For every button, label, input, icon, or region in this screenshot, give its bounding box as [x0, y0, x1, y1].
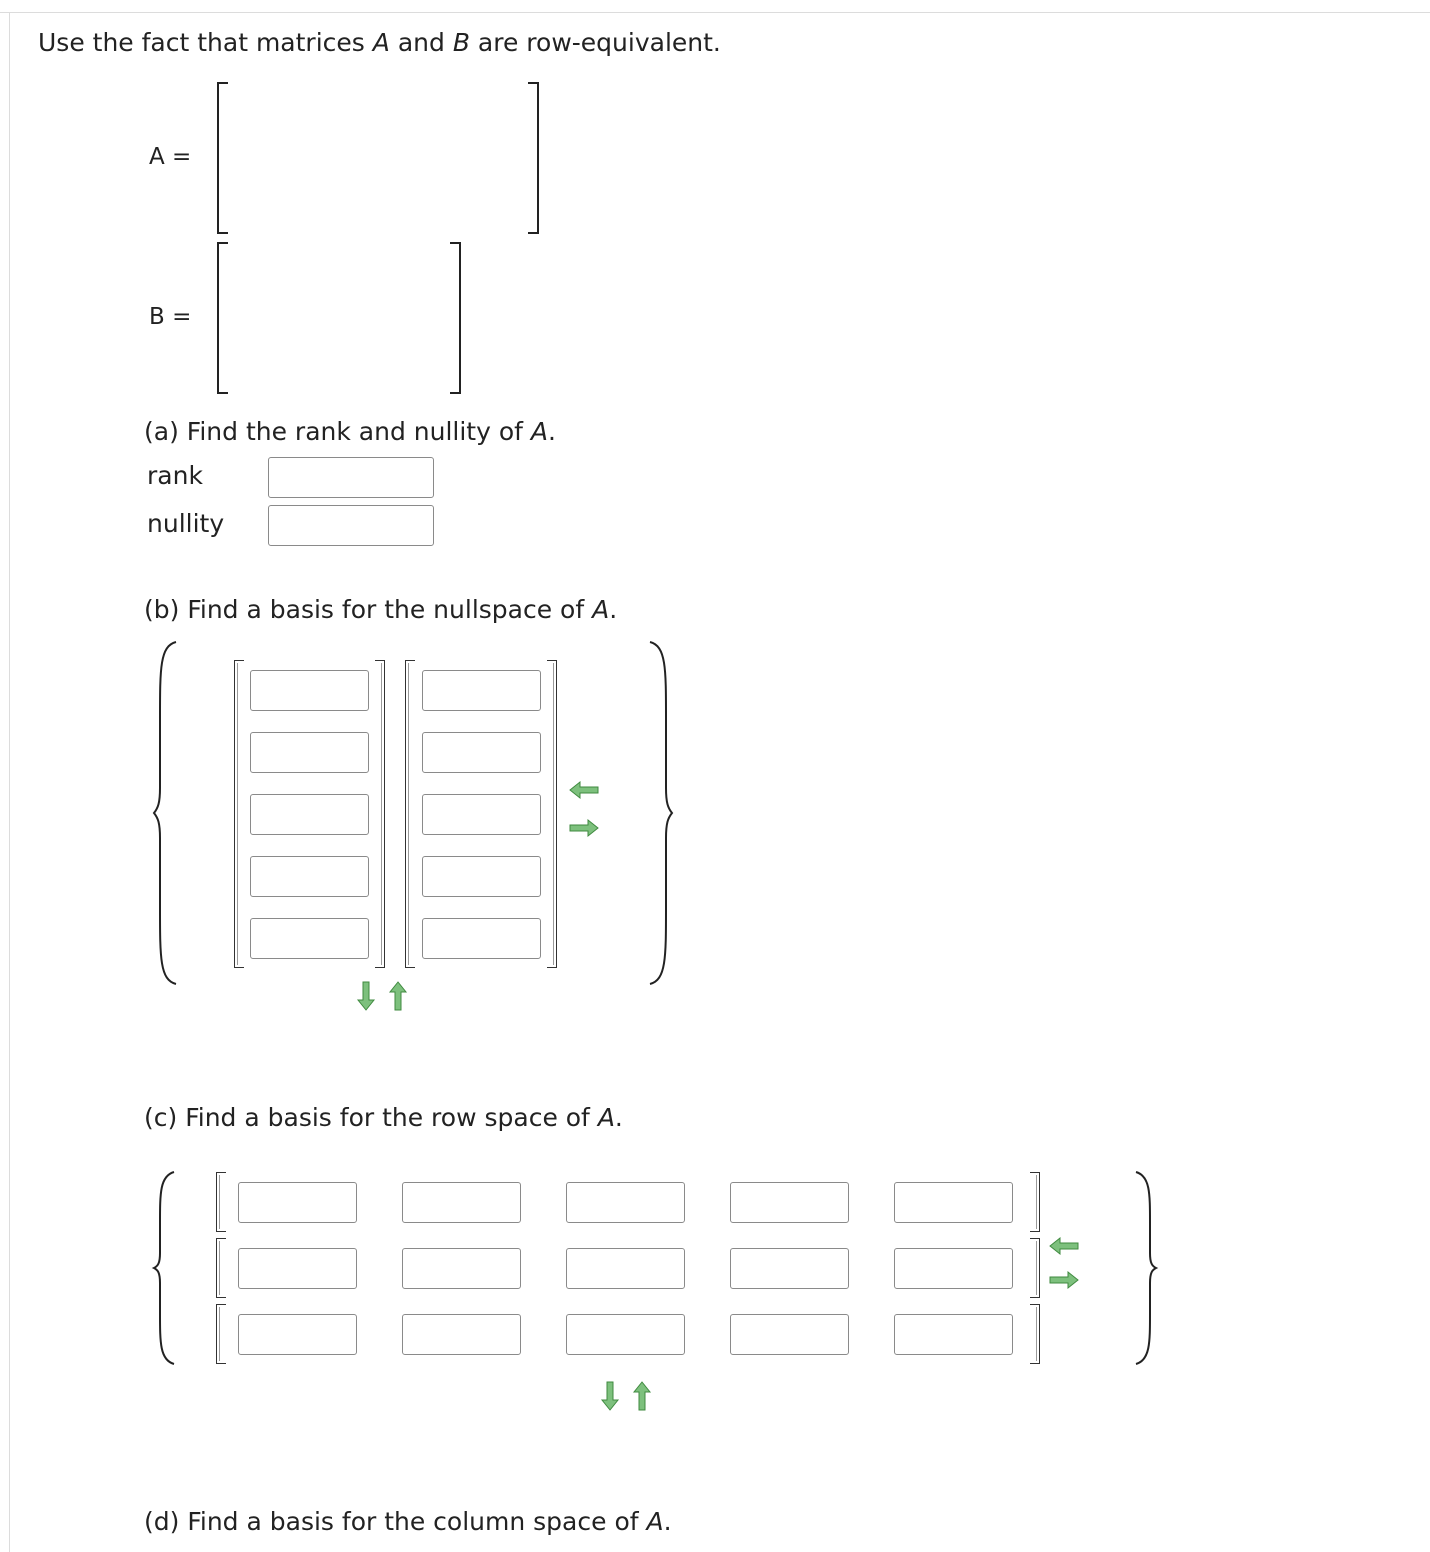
nullspace-vector-1-left-bracket	[234, 660, 244, 968]
part-b-question: (b) Find a basis for the nullspace of A.	[144, 595, 618, 624]
remove-entry-arrow-icon[interactable]	[388, 980, 408, 1012]
part-c-question: (c) Find a basis for the row space of A.	[144, 1103, 623, 1132]
rowspace-vector-3-entry[interactable]	[566, 1314, 685, 1355]
add-entry-arrow-icon[interactable]	[600, 1380, 620, 1412]
rowspace-vector-1-entry[interactable]	[566, 1182, 685, 1223]
rowspace-set-left-brace	[150, 1168, 186, 1368]
nullity-input[interactable]	[268, 505, 434, 546]
rowspace-vector-3-right-bracket	[1030, 1304, 1040, 1364]
rowspace-vector-3-entry[interactable]	[402, 1314, 521, 1355]
nullspace-set-left-brace	[150, 638, 190, 988]
nullspace-vector-2-right-bracket	[547, 660, 557, 968]
rowspace-vector-3-entry[interactable]	[730, 1314, 849, 1355]
matrix-a-left-bracket	[217, 82, 228, 234]
remove-vector-arrow-icon[interactable]	[568, 780, 600, 800]
rowspace-vector-2-left-bracket	[216, 1238, 226, 1298]
nullspace-vector-1-entry[interactable]	[250, 856, 369, 897]
rowspace-vector-1-right-bracket	[1030, 1172, 1040, 1232]
nullspace-vector-2-entry[interactable]	[422, 856, 541, 897]
part-d-question: (d) Find a basis for the column space of A.	[144, 1507, 672, 1536]
nullspace-vector-2-entry[interactable]	[422, 732, 541, 773]
rowspace-vector-3-entry[interactable]	[238, 1314, 357, 1355]
rank-input[interactable]	[268, 457, 434, 498]
rowspace-vector-1-entry[interactable]	[402, 1182, 521, 1223]
remove-entry-arrow-icon[interactable]	[632, 1380, 652, 1412]
nullspace-vector-2-entry[interactable]	[422, 670, 541, 711]
nullity-label: nullity	[147, 509, 225, 538]
rowspace-set-right-brace	[1126, 1168, 1162, 1368]
rowspace-vector-2-entry[interactable]	[894, 1248, 1013, 1289]
matrix-b-label: B =	[149, 304, 192, 330]
rowspace-vector-1-entry[interactable]	[730, 1182, 849, 1223]
rowspace-vector-1-entry[interactable]	[894, 1182, 1013, 1223]
matrix-a-label: A =	[149, 144, 192, 170]
rowspace-vector-1-entry[interactable]	[238, 1182, 357, 1223]
nullspace-vector-1-entry[interactable]	[250, 670, 369, 711]
left-divider	[9, 12, 10, 1552]
nullspace-vector-2-left-bracket	[405, 660, 415, 968]
part-a-question: (a) Find the rank and nullity of A.	[144, 417, 556, 446]
rowspace-vector-2-right-bracket	[1030, 1238, 1040, 1298]
rowspace-vector-1-left-bracket	[216, 1172, 226, 1232]
top-divider	[0, 12, 1430, 13]
rowspace-vector-3-left-bracket	[216, 1304, 226, 1364]
nullspace-vector-1-entry[interactable]	[250, 794, 369, 835]
problem-statement: Use the fact that matrices A and B are row-equivalent.	[38, 28, 721, 57]
nullspace-set-right-brace	[640, 638, 680, 988]
rowspace-vector-2-entry[interactable]	[238, 1248, 357, 1289]
add-vector-arrow-icon[interactable]	[568, 818, 600, 838]
add-vector-arrow-icon[interactable]	[1048, 1270, 1080, 1290]
matrix-b-left-bracket	[217, 242, 228, 394]
rank-label: rank	[147, 461, 203, 490]
rowspace-vector-2-entry[interactable]	[730, 1248, 849, 1289]
add-entry-arrow-icon[interactable]	[356, 980, 376, 1012]
matrix-b-right-bracket	[450, 242, 461, 394]
nullspace-vector-2-entry[interactable]	[422, 794, 541, 835]
remove-vector-arrow-icon[interactable]	[1048, 1236, 1080, 1256]
nullspace-vector-1-entry[interactable]	[250, 732, 369, 773]
rowspace-vector-2-entry[interactable]	[566, 1248, 685, 1289]
nullspace-vector-1-right-bracket	[375, 660, 385, 968]
nullspace-vector-1-entry[interactable]	[250, 918, 369, 959]
nullspace-vector-2-entry[interactable]	[422, 918, 541, 959]
matrix-a-right-bracket	[528, 82, 539, 234]
rowspace-vector-3-entry[interactable]	[894, 1314, 1013, 1355]
rowspace-vector-2-entry[interactable]	[402, 1248, 521, 1289]
